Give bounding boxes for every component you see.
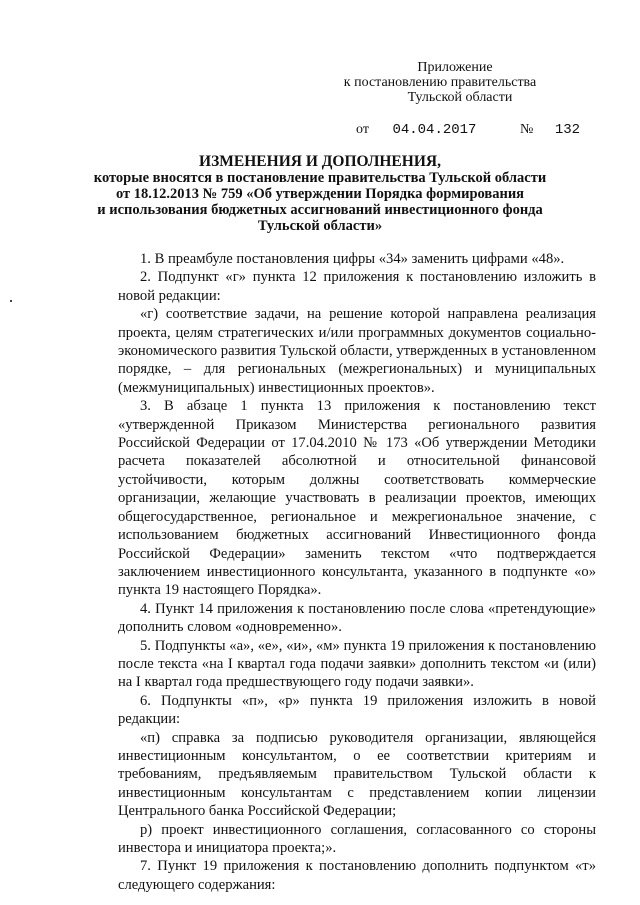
scan-artifact-dot xyxy=(10,300,12,302)
title-line: от 18.12.2013 № 759 «Об утверждении Порядка формирования xyxy=(115,186,525,202)
paragraph-1: 1. В преамбуле постановления цифры «34» заменить цифрами «48». xyxy=(140,251,565,267)
title-line: и использования бюджетных ассигнований инвестиционного фонда xyxy=(97,202,543,218)
date-from-label: от xyxy=(356,122,369,137)
approval-line-2: к постановлению правительства xyxy=(343,75,537,90)
paragraph-3: 3. В абзаце 1 пункта 13 приложения к постановлению текст «утвержденной Приказом Министерства регионального развития Российской Федерации от 17.04.2010 № 173 «Об утверждении Методики расчета показателей абсолютной и относительной финансовой устойчивости, которым должны соответствовать коммерческие организации, желающие участвовать в реализации проектов, имеющих общегосударственное, региональное и межрегиональное значение, с использованием бюджетных ассигнований Инвестиционного фонда Российской Федерации» заменить текстом «что подтверждается заключением инвестиционного консультанта, указанного в подпункте «о» пункта 19 настоящего Порядка». xyxy=(118,398,596,599)
paragraph-6-quote-r: р) проект инвестиционного соглашения, согласованного со стороны инвестора и инициатора проекта;». xyxy=(118,821,596,856)
document-title xyxy=(70,154,570,234)
number-sign: № xyxy=(519,122,534,137)
approval-block xyxy=(330,60,550,105)
title-main: ИЗМЕНЕНИЯ И ДОПОЛНЕНИЯ, xyxy=(199,153,441,170)
paragraph-2-quote: «г) соответствие задачи, на решение которой направлена реализация проекта, целям стратегических и/или программных документов социально-экономического развития Тульской области, утвержденных в установленном порядке, – для региональных (межрегиональных) и муниципальных (межмуниципальных) инвестиционных проектов». xyxy=(118,306,596,396)
paragraph-5: 5. Подпункты «а», «е», «и», «м» пункта 19 приложения к постановлению после текста «на I квартал года подачи заявки» дополнить текстом «и (или) на I квартал года предшествующего году подачи заявки». xyxy=(118,637,596,691)
document-date-row xyxy=(356,122,580,138)
document-date: 04.04.2017 xyxy=(392,122,477,138)
paragraph-6-quote-p: «п) справка за подписью руководителя организации, являющейся инвестиционным консультантом, о ее соответствии критериям и требованиям, предъявляемым правительством Тульской области к инвестиционным консультантам с представлением копии лицензии Центрального банка Российской Федерации; xyxy=(118,729,596,820)
document-number: 132 xyxy=(554,122,581,138)
document-body xyxy=(118,250,596,894)
paragraph-6: 6. Подпункты «п», «р» пункта 19 приложения изложить в новой редакции: xyxy=(118,692,596,728)
approval-line-3: Тульской области xyxy=(407,90,513,105)
paragraph-4: 4. Пункт 14 приложения к постановлению после слова «претендующие» дополнить словом «одновременно». xyxy=(118,600,596,636)
paragraph-2: 2. Подпункт «г» пункта 12 приложения к постановлению изложить в новой редакции: xyxy=(118,269,596,304)
title-line: которые вносятся в постановление правительства Тульской области xyxy=(93,170,547,186)
title-line: Тульской области» xyxy=(257,218,383,234)
paragraph-7: 7. Пункт 19 приложения к постановлению дополнить подпунктом «т» следующего содержания: xyxy=(118,858,596,893)
approval-line-1: Приложение xyxy=(417,60,493,75)
